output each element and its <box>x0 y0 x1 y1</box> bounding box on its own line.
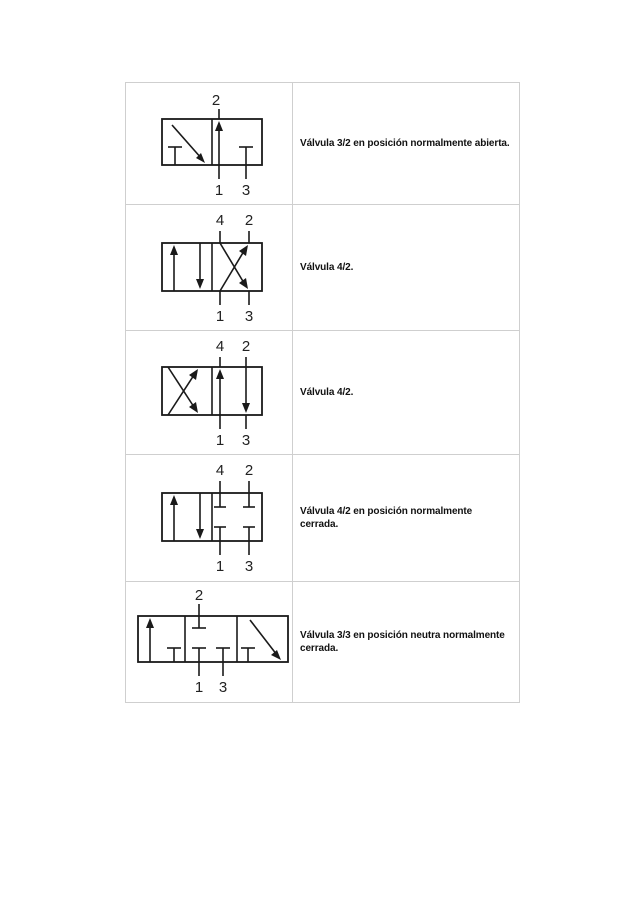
port-label: 1 <box>215 308 225 325</box>
port-label: 1 <box>194 679 204 696</box>
valve-description-cell <box>293 455 520 582</box>
valve-symbols-table <box>125 82 520 703</box>
port-label: 2 <box>241 338 251 355</box>
valve-symbol-cell <box>126 455 293 582</box>
table-row <box>126 455 520 582</box>
valve-description: Válvula 4/2. <box>300 387 354 398</box>
port-label: 3 <box>241 182 251 199</box>
valve-symbol-cell <box>126 331 293 455</box>
table-row <box>126 205 520 331</box>
valve-description-cell <box>293 331 520 455</box>
table-row <box>126 83 520 205</box>
port-label: 1 <box>215 432 225 449</box>
valve-description-cell <box>293 83 520 205</box>
table-row <box>126 331 520 455</box>
valve-description: Válvula 3/3 en posición neutra normalmente cerrada. <box>300 630 505 654</box>
port-label: 3 <box>244 558 254 575</box>
port-label: 1 <box>215 558 225 575</box>
port-label: 2 <box>194 587 204 604</box>
port-label: 3 <box>218 679 228 696</box>
valve-4-2-nc-symbol <box>126 455 292 581</box>
valve-description: Válvula 4/2. <box>300 262 354 273</box>
port-label: 4 <box>215 462 225 479</box>
port-label: 2 <box>244 212 254 229</box>
port-label: 4 <box>215 338 225 355</box>
valve-3-2-symbol <box>126 83 292 204</box>
port-label: 3 <box>241 432 251 449</box>
table-row <box>126 582 520 703</box>
valve-description-cell <box>293 205 520 331</box>
valve-symbol-cell <box>126 205 293 331</box>
port-label: 4 <box>215 212 225 229</box>
port-label: 1 <box>214 182 224 199</box>
valve-4-2-symbol <box>126 331 292 454</box>
valve-description: Válvula 4/2 en posición normalmente cerrada. <box>300 506 473 530</box>
port-label: 2 <box>244 462 254 479</box>
valve-4-2-symbol <box>126 205 292 330</box>
valve-description-cell <box>293 582 520 703</box>
valve-description: Válvula 3/2 en posición normalmente abierta. <box>300 138 510 149</box>
valve-symbol-cell <box>126 83 293 205</box>
valve-symbol-cell <box>126 582 293 703</box>
port-label: 3 <box>244 308 254 325</box>
valve-3-3-symbol <box>126 582 292 702</box>
port-label: 2 <box>211 92 221 109</box>
